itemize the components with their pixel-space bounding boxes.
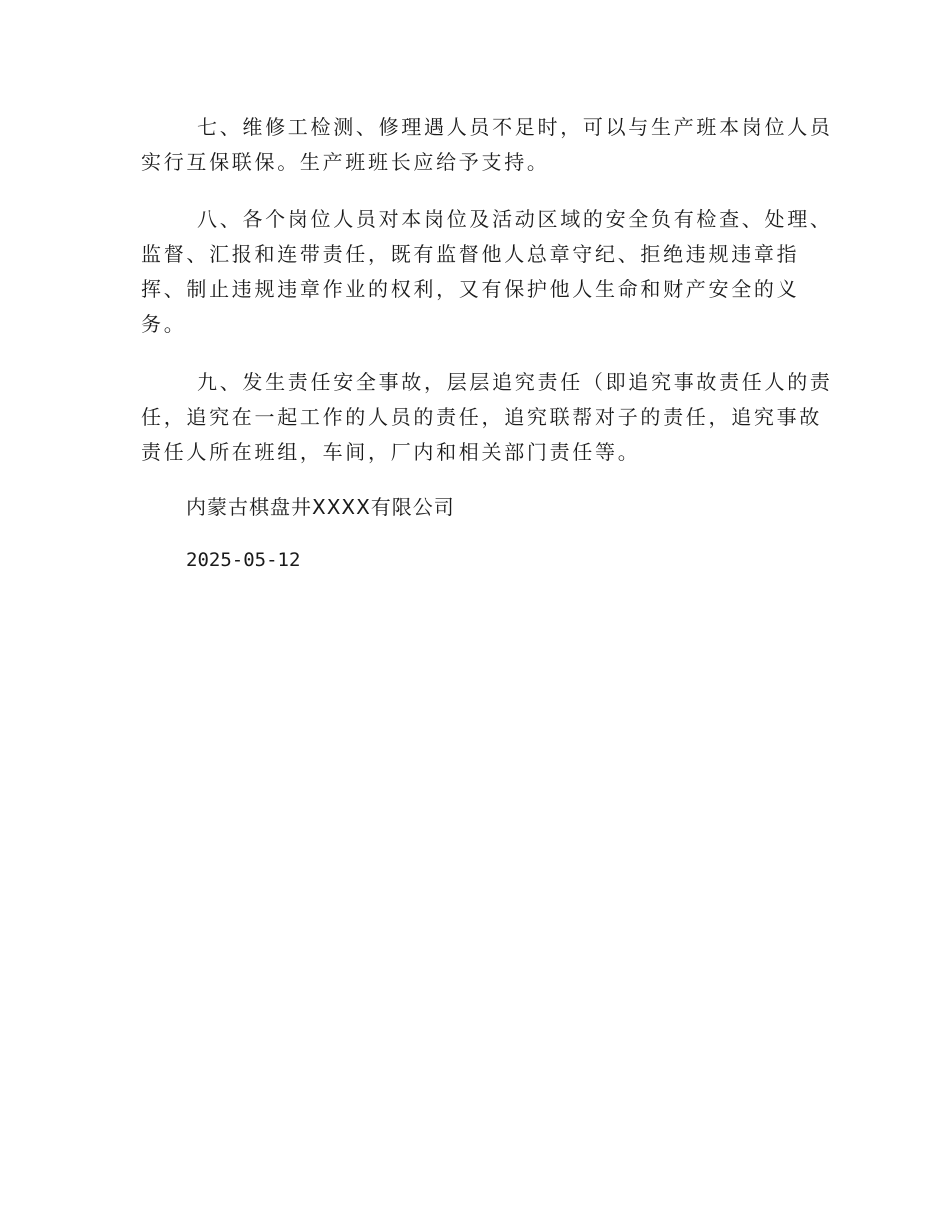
paragraph-item-7 (141, 110, 833, 180)
paragraph-item-8 (141, 202, 833, 342)
paragraph-line: 挥、制止违规违章作业的权利，又有保护他人生命和财产安全的义 (141, 277, 800, 301)
paragraph-line: 八、各个岗位人员对本岗位及活动区域的安全负有检查、处理、 (197, 207, 833, 231)
paragraph-item-9 (141, 365, 833, 470)
paragraph-line: 务。 (141, 312, 187, 336)
paragraph-line: 实行互保联保。生产班班长应给予支持。 (141, 150, 550, 174)
paragraph-line: 九、发生责任安全事故，层层追究责任（即追究事故责任人的责 (197, 370, 833, 394)
company-name: 内蒙古棋盘井XXXX有限公司 (186, 495, 455, 519)
document-date: 2025-05-12 (186, 549, 301, 571)
paragraph-line: 任，追究在一起工作的人员的责任，追究联帮对子的责任，追究事故 (141, 405, 822, 429)
paragraph-line: 责任人所在班组，车间，厂内和相关部门责任等。 (141, 440, 641, 464)
paragraph-line: 监督、汇报和连带责任，既有监督他人总章守纪、拒绝违规违章指 (141, 242, 800, 266)
paragraph-line: 七、维修工检测、修理遇人员不足时，可以与生产班本岗位人员 (197, 115, 833, 139)
